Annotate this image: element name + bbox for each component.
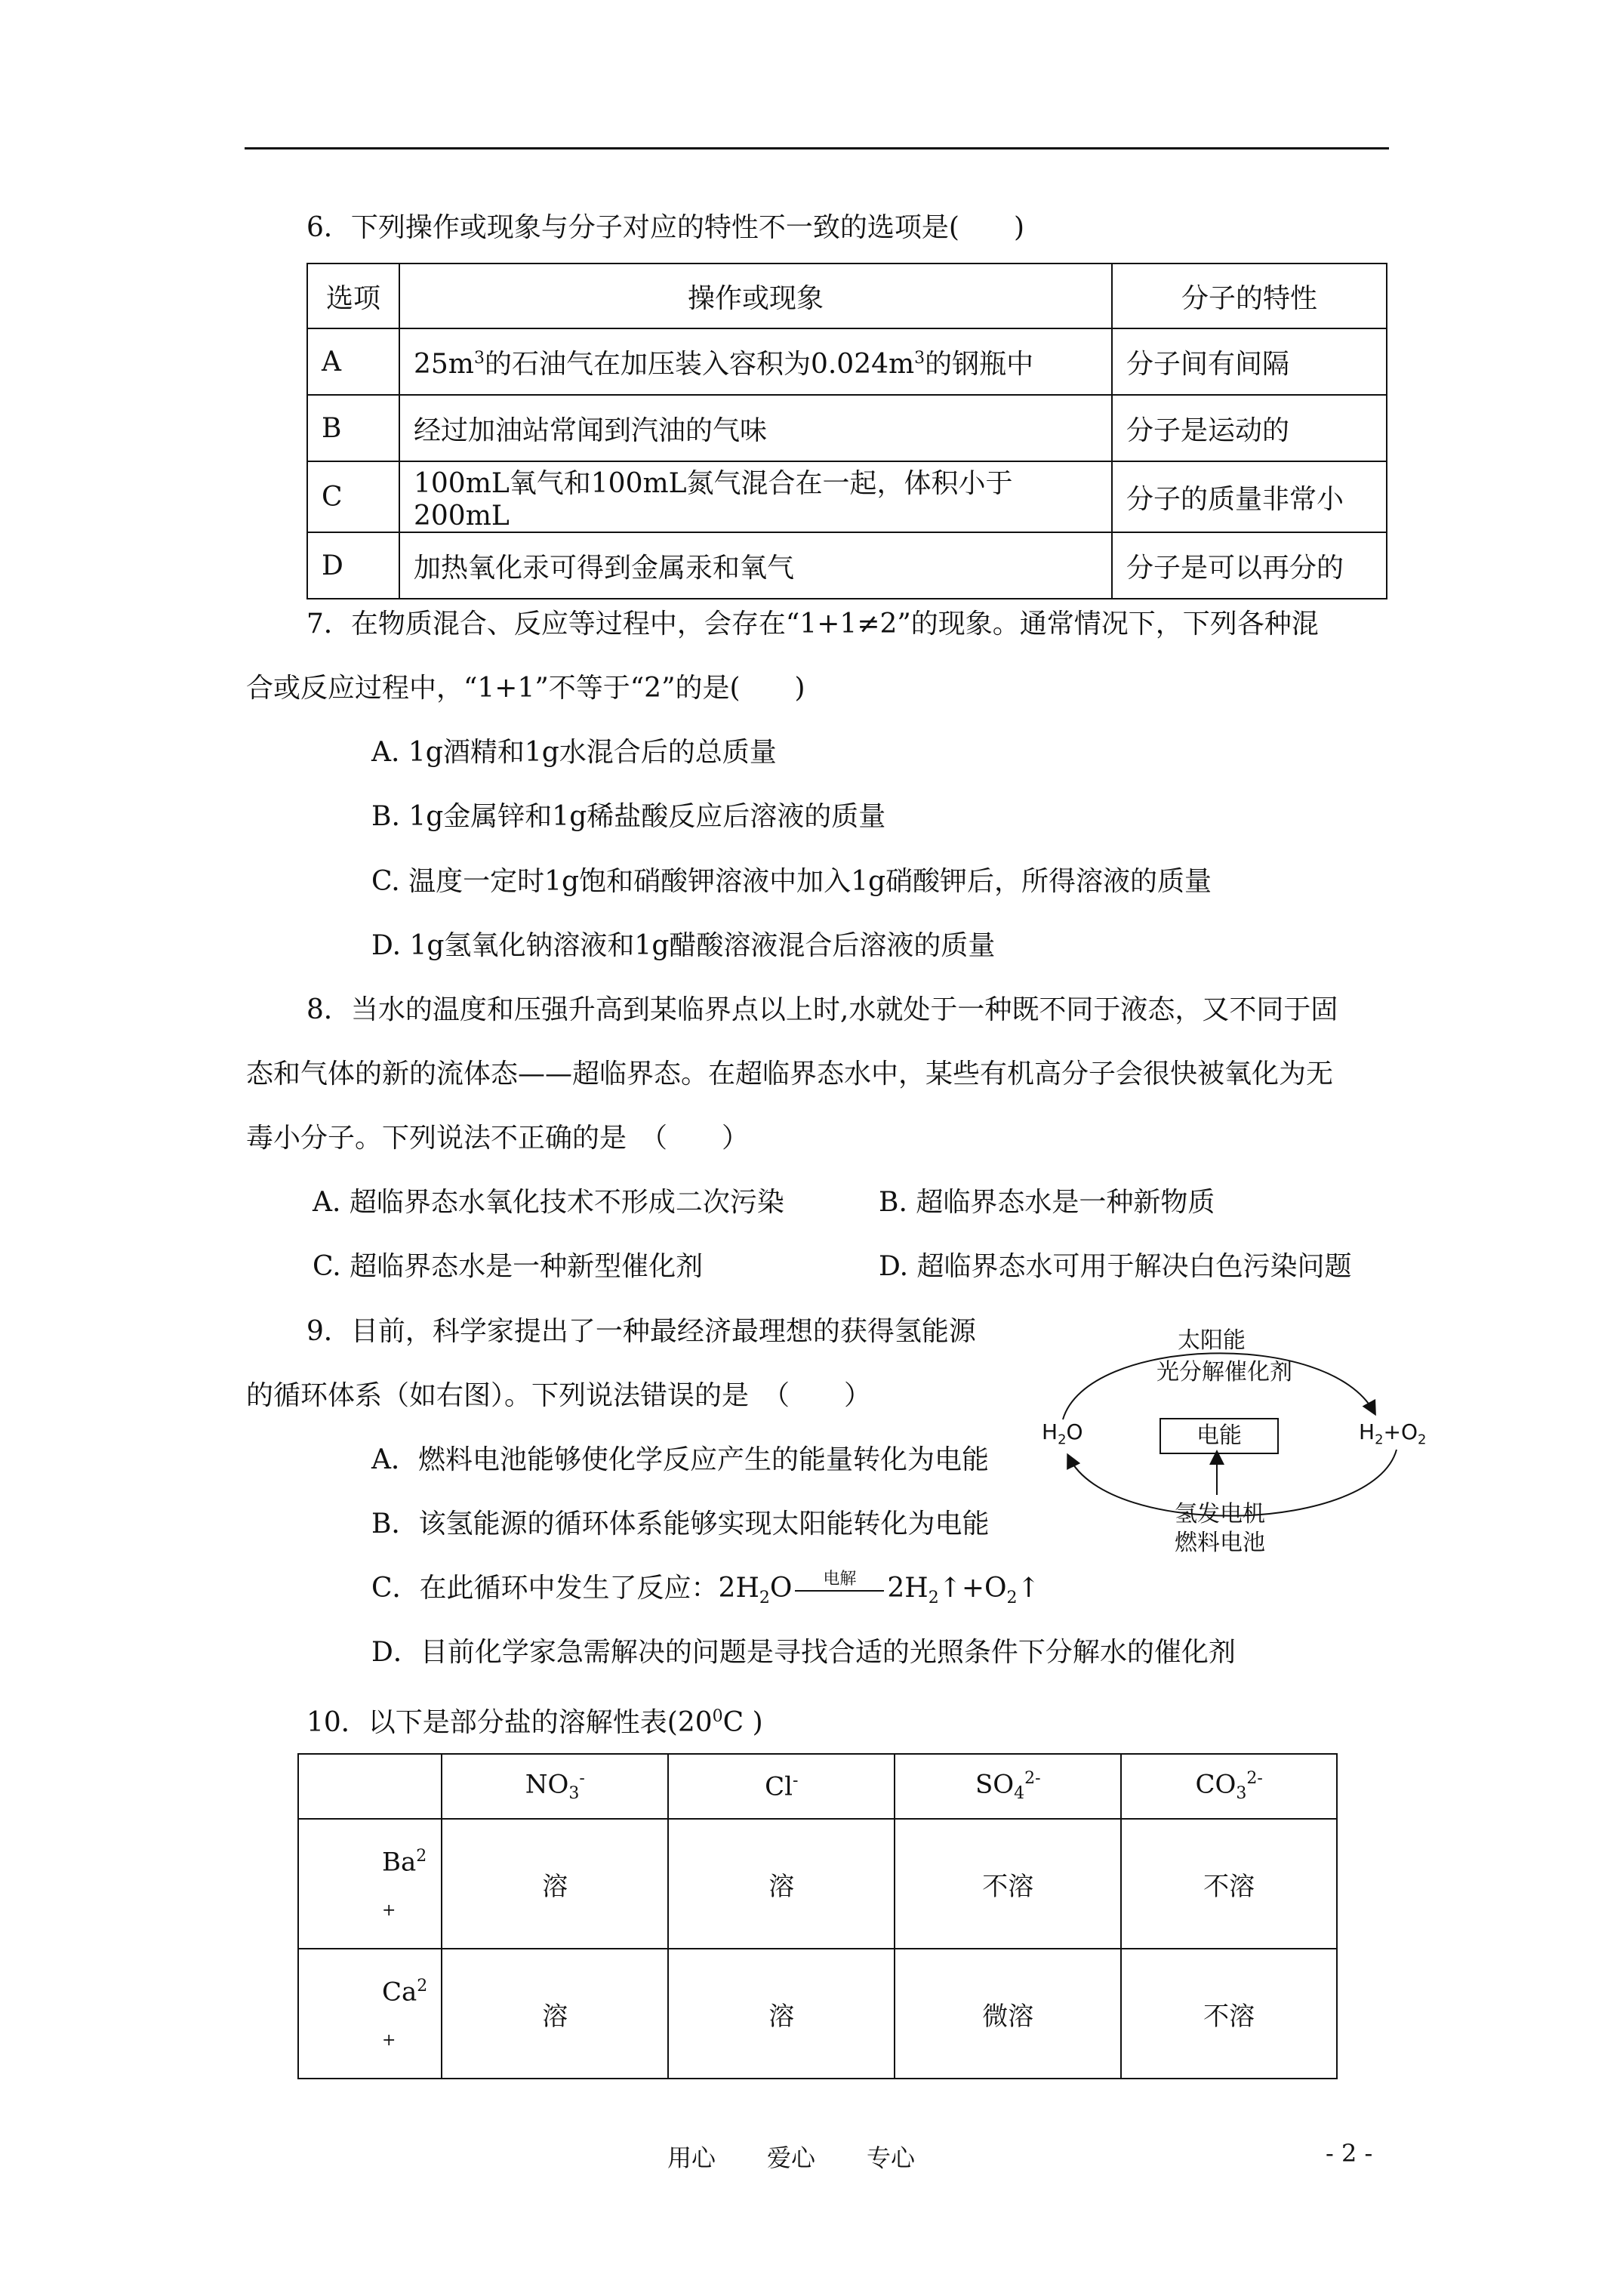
q9-line2: 的循环体系（如右图）。下列说法错误的是 （ ） [246, 1380, 872, 1411]
q8-option-d: D. 超临界态水可用于解决白色污染问题 [879, 1251, 1352, 1282]
table-row [307, 395, 1387, 461]
diagram-generator-label: 氢发电机 [1175, 1501, 1265, 1527]
q10-cell: 微溶 [895, 1949, 1121, 2079]
q8-option-b: B. 超临界态水是一种新物质 [879, 1187, 1215, 1218]
q6-row-option: A [307, 328, 399, 395]
q9-cycle-diagram [1042, 1306, 1427, 1556]
q10-row-cation: $Ca^2$ + [298, 1949, 442, 2079]
diagram-catalyst-label: 光分解催化剂 [1156, 1359, 1292, 1385]
q10-header-sulfate: $SO_4^{2-}$ [895, 1754, 1121, 1819]
q10-cell: 不溶 [1121, 1819, 1337, 1949]
q6-row-trait: 分子是运动的 [1112, 395, 1387, 461]
q10-header-carbonate: $CO_3^{2-}$ [1121, 1754, 1337, 1819]
q9-line1: 9．目前，科学家提出了一种最经济最理想的获得氢能源 [306, 1316, 976, 1347]
page-number: - 2 - [1326, 2139, 1373, 2168]
q6-row-phenomenon: 经过加油站常闻到汽油的气味 [399, 395, 1112, 461]
q6-stem: 6．下列操作或现象与分子对应的特性不一致的选项是( ) [306, 212, 1024, 243]
q7-option-b: B. 1g金属锌和1g稀盐酸反应后溶液的质量 [371, 801, 886, 832]
q6-row-trait: 分子间有间隔 [1112, 328, 1387, 395]
q7-option-d: D. 1g氢氧化钠溶液和1g醋酸溶液混合后溶液的质量 [371, 930, 996, 961]
q10-stem: 10．以下是部分盐的溶解性表($20^0C$ ) [306, 1707, 763, 1738]
diagram-electricity-box: 电能 [1160, 1418, 1279, 1454]
q10-solubility-table [297, 1753, 1338, 2079]
q6-header-phenomenon: 操作或现象 [399, 264, 1112, 328]
q7-option-c: C. 温度一定时1g饱和硝酸钾溶液中加入1g硝酸钾后，所得溶液的质量 [371, 866, 1212, 897]
q8-line1: 8．当水的温度和压强升高到某临界点以上时,水就处于一种既不同于液态，又不同于固 [306, 994, 1338, 1025]
header-rule [245, 147, 1389, 149]
q9-option-a: A．燃料电池能够使化学反应产生的能量转化为电能 [371, 1444, 989, 1475]
q7-option-a: A. 1g酒精和1g水混合后的总质量 [371, 737, 777, 768]
q9-option-c: C．在此循环中发生了反应：$2H_2O$ 电解 $2H_2↑+O_2↑$ [371, 1570, 1040, 1608]
q9-option-d: D．目前化学家急需解决的问题是寻找合适的光照条件下分解水的催化剂 [371, 1637, 1236, 1668]
q9-reaction-arrow: 电解 [795, 1572, 884, 1605]
q6-row-phenomenon: $25m^3$的石油气在加压装入容积为$0.024m^3$的钢瓶中 [399, 328, 1112, 395]
diagram-products-label: $H_2+O_2$ [1359, 1419, 1427, 1448]
q7-stem-line2: 合或反应过程中，“1+1”不等于“2”的是( ) [246, 673, 805, 704]
q10-cell: 不溶 [895, 1819, 1121, 1949]
q6-header-trait: 分子的特性 [1112, 264, 1387, 328]
q6-row-option: C [307, 461, 399, 532]
diagram-water-label: $H_2O$ [1042, 1419, 1083, 1448]
q10-row-cation: $Ba^2$ + [298, 1819, 442, 1949]
table-row [298, 1819, 1337, 1949]
q10-header-nitrate: $NO_3^-$ [442, 1754, 668, 1819]
table-row [307, 328, 1387, 395]
q10-cell: 不溶 [1121, 1949, 1337, 2079]
q10-header-row [298, 1754, 1337, 1819]
q8-option-c: C. 超临界态水是一种新型催化剂 [313, 1251, 704, 1282]
q6-header-row [307, 264, 1387, 328]
q6-table [306, 263, 1387, 599]
footer-motto-3: 专心 [867, 2143, 916, 2172]
q10-cell: 溶 [668, 1949, 895, 2079]
table-row [307, 461, 1387, 532]
footer-motto-1: 用心 [667, 2143, 716, 2172]
q9-option-b: B．该氢能源的循环体系能够实现太阳能转化为电能 [371, 1509, 990, 1539]
q10-cell: 溶 [442, 1949, 668, 2079]
q8-line2: 态和气体的新的流体态——超临界态。在超临界态水中，某些有机高分子会很快被氧化为无 [246, 1059, 1334, 1089]
q6-row-trait: 分子的质量非常小 [1112, 461, 1387, 532]
q10-corner-cell [298, 1754, 442, 1819]
q8-line3: 毒小分子。下列说法不正确的是 （ ） [246, 1123, 750, 1154]
table-row [298, 1949, 1337, 2079]
q6-row-phenomenon: 加热氧化汞可得到金属汞和氧气 [399, 532, 1112, 599]
q6-row-option: B [307, 395, 399, 461]
q10-cell: 溶 [442, 1819, 668, 1949]
q7-stem-line1: 7．在物质混合、反应等过程中，会存在“1+1≠2”的现象。通常情况下，下列各种混 [306, 609, 1319, 639]
q6-header-option: 选项 [307, 264, 399, 328]
footer-motto-2: 爱心 [767, 2143, 816, 2172]
diagram-fuel-cell-label: 燃料电池 [1175, 1530, 1265, 1556]
q6-row-option: D [307, 532, 399, 599]
q6-row-phenomenon: 100mL氧气和100mL氮气混合在一起，体积小于200mL [399, 461, 1112, 532]
diagram-solar-label: 太阳能 [1178, 1327, 1246, 1354]
q8-option-a: A. 超临界态水氧化技术不形成二次污染 [313, 1187, 784, 1218]
table-row [307, 532, 1387, 599]
q6-row-trait: 分子是可以再分的 [1112, 532, 1387, 599]
q10-header-chloride: Cl- [668, 1754, 895, 1819]
q10-cell: 溶 [668, 1819, 895, 1949]
